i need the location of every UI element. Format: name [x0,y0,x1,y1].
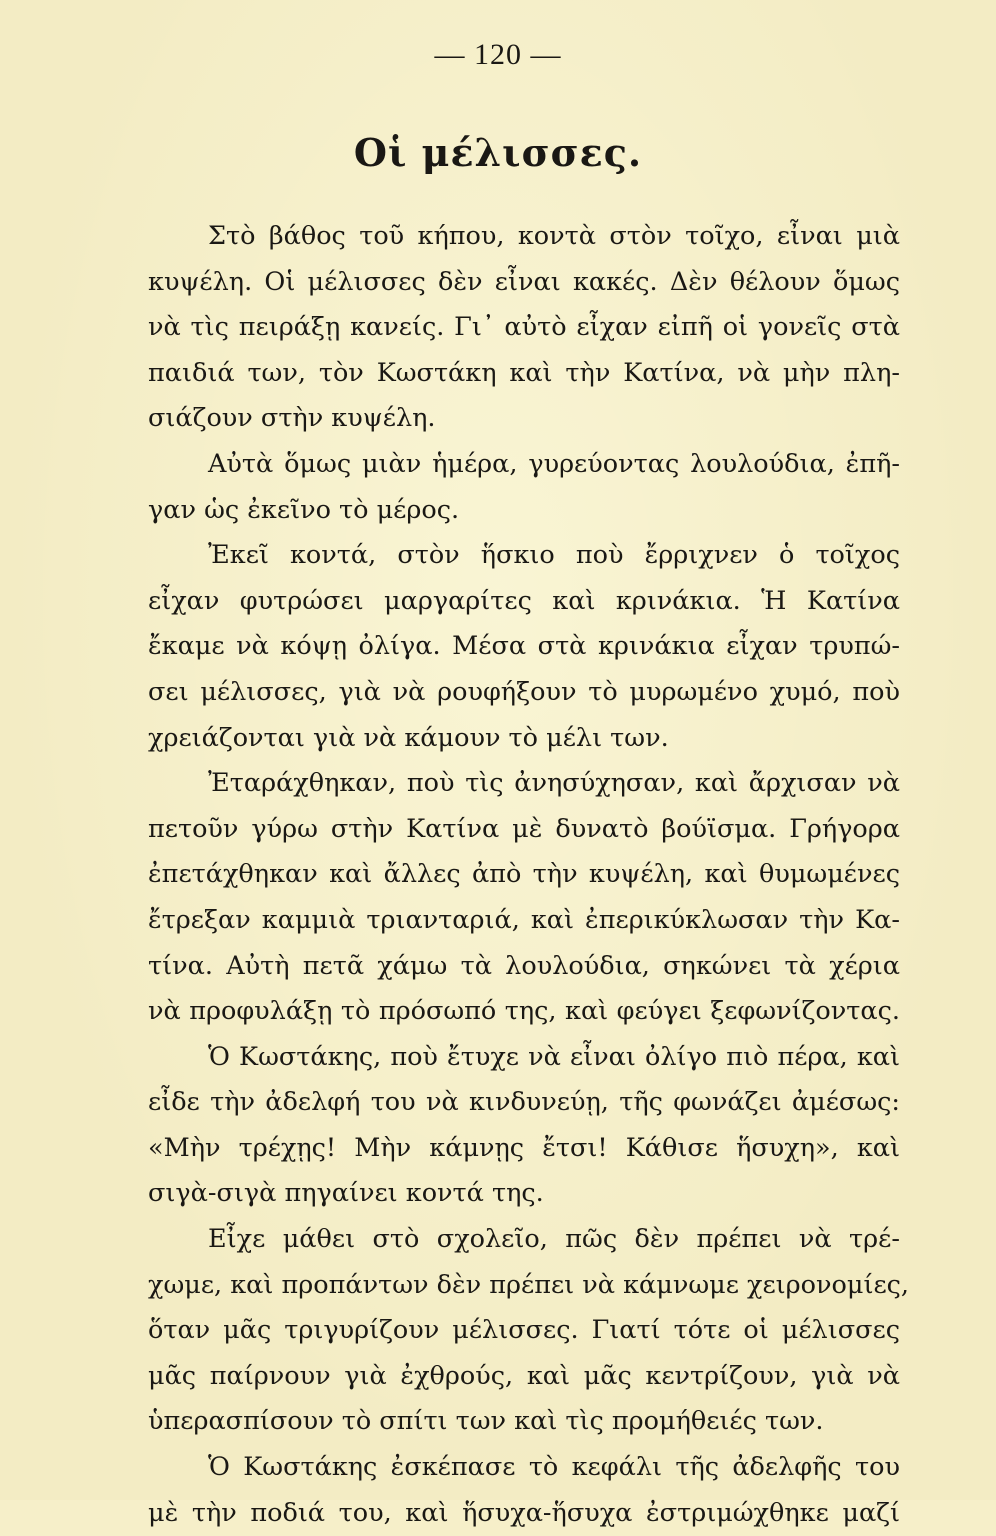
text-line: Ὁ Κωστάκης ἐσκέπασε τὸ κεφάλι τῆς ἀδελφῆς του [208,1452,900,1483]
text-line: νὰ προφυλάξῃ τὸ πρόσωπό της, καὶ φεύγει ξεφωνίζοντας. [148,996,900,1027]
body-text [148,214,910,1536]
text-line: τίνα. Αὐτὴ πετᾶ χάμω τὰ λουλούδια, σηκώνει τὰ χέρια [148,950,900,981]
text-line: πετοῦν γύρω στὴν Κατίνα μὲ δυνατὸ βούϊσμα. Γρήγορα [148,813,900,844]
text-line: Ἐκεῖ κοντά, στὸν ἥσκιο ποὺ ἔρριχνεν ὁ τοῖχος [208,540,900,571]
text-line: νὰ τὶς πειράξῃ κανείς. Γι᾿ αὐτὸ εἶχαν εἰπῆ οἱ γονεῖς στὰ [148,312,900,343]
text-line: μὲ τὴν ποδιά του, καὶ ἥσυχα-ἥσυχα ἐστριμώχθηκε μαζί [148,1497,900,1528]
text-line: κυψέλη. Οἱ μέλισσες δὲν εἶναι κακές. Δὲν θέλουν ὅμως [148,266,900,297]
text-line: μᾶς παίρνουν γιὰ ἐχθρούς, καὶ μᾶς κεντρίζουν, γιὰ νὰ [148,1360,900,1391]
text-line: εἶδε τὴν ἀδελφή του νὰ κινδυνεύῃ, τῆς φωνάζει ἀμέσως: [148,1087,900,1118]
text-line: ὅταν μᾶς τριγυρίζουν μέλισσες. Γιατί τότε οἱ μέλισσες [148,1315,900,1346]
text-line: γαν ὡς ἐκεῖνο τὸ μέρος. [148,494,460,525]
chapter-title: Οἱ μέλισσες. [353,130,643,175]
text-line: ἔτρεξαν καμμιὰ τριανταριά, καὶ ἐπερικύκλωσαν τὴν Κα- [148,904,900,935]
text-line: Ὁ Κωστάκης, ποὺ ἔτυχε νὰ εἶναι ὀλίγο πιὸ πέρα, καὶ [208,1041,900,1072]
text-line: χωμε, καὶ προπάντων δὲν πρέπει νὰ κάμνωμε χειρονομίες, [148,1269,910,1300]
text-line: σιάζουν στὴν κυψέλη. [148,403,436,434]
text-line: Εἶχε μάθει στὸ σχολεῖο, πῶς δὲν πρέπει νὰ τρέ- [208,1224,900,1255]
text-line: ὑπερασπίσουν τὸ σπίτι των καὶ τὶς προμήθειές των. [148,1406,824,1437]
text-line: Ἐταράχθηκαν, ποὺ τὶς ἀνησύχησαν, καὶ ἄρχισαν νὰ [208,768,900,799]
text-line: παιδιά των, τὸν Κωστάκη καὶ τὴν Κατίνα, νὰ μὴν πλη- [148,357,900,388]
text-line: ἔκαμε νὰ κόψῃ ὀλίγα. Μέσα στὰ κρινάκια εἶχαν τρυπώ- [148,631,900,662]
text-line: σει μέλισσες, γιὰ νὰ ρουφήξουν τὸ μυρωμένο χυμό, ποὺ [148,676,900,707]
text-line: Αὐτὰ ὅμως μιὰν ἡμέρα, γυρεύοντας λουλούδια, ἐπῆ- [208,448,900,479]
text-line: Στὸ βάθος τοῦ κήπου, κοντὰ στὸν τοῖχο, εἶναι μιὰ [208,221,900,251]
page-number: — 120 — [434,38,562,71]
text-line: εἶχαν φυτρώσει μαργαρίτες καὶ κρινάκια. Ἡ Κατίνα [148,585,900,616]
text-line: «Μὴν τρέχῃς! Μὴν κάμνῃς ἔτσι! Κάθισε ἥσυχη», καὶ [148,1132,900,1163]
text-line: ἐπετάχθηκαν καὶ ἄλλες ἀπὸ τὴν κυψέλη, καὶ θυμωμένες [148,859,900,890]
text-line: σιγὰ-σιγὰ πηγαίνει κοντά της. [148,1178,544,1209]
text-line: χρειάζονται γιὰ νὰ κάμουν τὸ μέλι των. [148,722,669,753]
